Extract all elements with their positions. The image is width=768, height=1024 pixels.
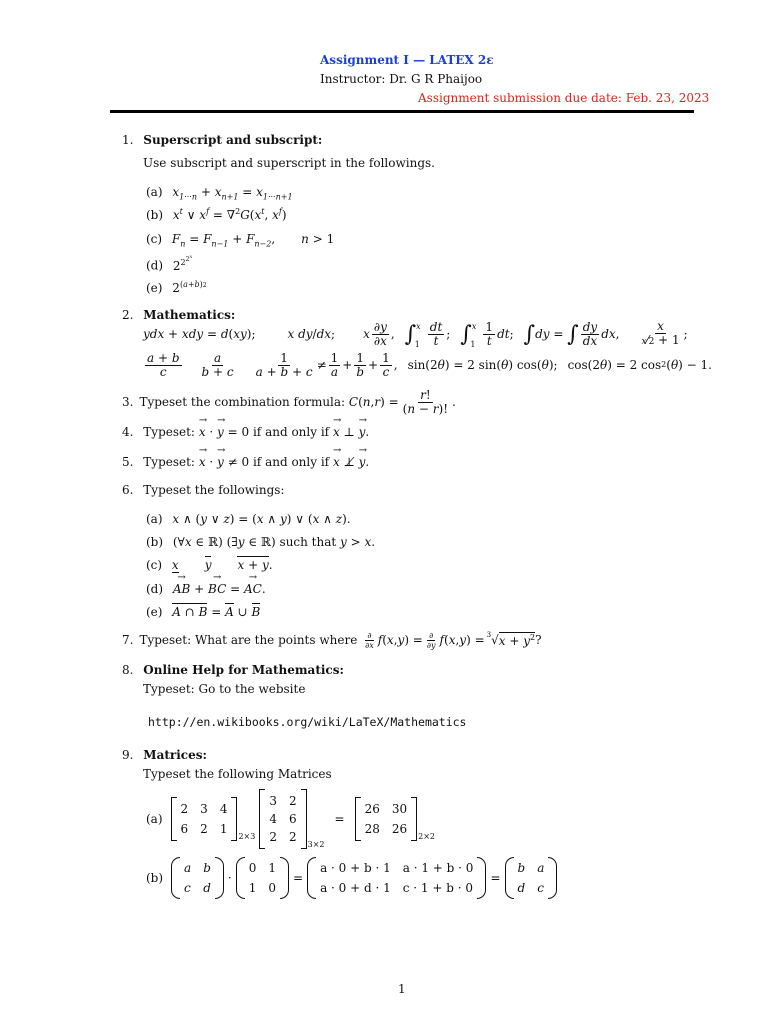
section-8: 8. Online Help for Mathematics:	[122, 663, 344, 677]
section-7: 7. Typeset: What are the points where $\frac{\partial}{\partial x}$ f ( x , y ) = $\frac{\partial}{\partial y}$ f ( x , y ) = 3 √ $x + y^2$ ?	[122, 630, 542, 650]
section-1	[122, 133, 322, 147]
section-3: 3. Typeset the combination formula: C ( n , r ) = $\frac{r!}{(n - r)!}$ .	[122, 387, 456, 416]
assignment-title: Assignment I — LATEX 2ε	[320, 53, 494, 67]
due-date: Assignment submission due date: Feb. 23, 2023	[418, 91, 710, 105]
s1-item-a: (a) $x_{1\cdot\cdot\cdot n} + x_{n+1} = x_{1\cdot\cdot\cdot n+1}$	[146, 185, 293, 202]
section-number: 1.	[122, 133, 134, 147]
s2-line-1: ydx + xdy = d ( xy ); x dy / dx ; x $\frac{\partial y}{\partial x}$ , ∫ x 1 $\frac{dt}{t}$ ; ∫ x 1 $\frac{1}{t}$ dt ; ∫ dy = ∫ $\frac{dy}{dx}$ dx , $\frac{x}{x⁄2 + 1}$ ;	[143, 318, 688, 349]
instructor-line: Instructor: Dr. G R Phaijoo	[320, 72, 483, 86]
section-6: 6. Typeset the followings:	[122, 483, 285, 497]
s6-item-d: (d) → AB + → BC = → AC.	[146, 582, 266, 596]
pmatrix-abcd: a b c d	[171, 857, 224, 899]
s1-item-c: (c) $F_n = F_{n-1} + F_{n-2}$, n > 1	[146, 232, 335, 249]
section-5: 5. Typeset: → x · → y ≠ 0 if and only if → x ⊥̸ → y.	[122, 455, 369, 469]
s8-text: Typeset: Go to the website	[143, 682, 306, 696]
s6-item-a: (a) x ∧ (y ∨ z) = (x ∧ y) ∨ (x ∧ z).	[146, 512, 351, 526]
page-number: 1	[398, 982, 406, 996]
s2-line-2: $\frac{a + b}{c}$ $\frac{a}{b + c}$ $\frac{1}{a + b + c}$ ≠ $\frac{1}{a}$ + $\frac{1}{b}$ + $\frac{1}{c}$ , sin(2 θ ) = 2 sin( θ ) cos( θ ); cos(2 θ ) = 2 cos 2 ( θ ) − 1.	[147, 350, 712, 379]
s6-item-c: (c) x y x + y.	[146, 558, 273, 572]
s6-item-e: (e) A ∩ B = A ∪ B	[146, 605, 261, 619]
s1-item-b: (b) $x^t$ ∨ $x^f = \nabla^2G(x^t$, $x^f$)	[146, 207, 287, 222]
matrix-3x2: 3 2 4 6 2 2 3×2	[259, 789, 324, 849]
matrix-2x2: 26 30 28 26 2×2	[355, 797, 435, 841]
s9-text: Typeset the following Matrices	[143, 767, 332, 781]
s9-item-b: (b) a b c d · 0 1 1 0 = a · 0 + b · 1 a · 1 + b · 0 a · 0 + d · 1 c · 1 + b · 0 = b a d c	[146, 855, 557, 901]
section-2: 2. Mathematics:	[122, 308, 236, 322]
s1-intro: Use subscript and superscript in the followings.	[143, 156, 435, 170]
section-title: Superscript and subscript:	[143, 133, 323, 147]
s1-item-e: (e) $2^{(a+b)2}$	[146, 280, 207, 295]
section-4: 4. Typeset: → x · → y = 0 if and only if → x ⊥ → y.	[122, 425, 369, 439]
pmatrix-result: b a d c	[505, 857, 558, 899]
section-9: 9. Matrices:	[122, 748, 207, 762]
matrix-2x3: 2 3 4 6 2 1 2×3	[171, 797, 256, 841]
pmatrix-0110: 0 1 1 0	[236, 857, 289, 899]
s1-item-d: (d) $2^{2^{2^x}}$	[146, 254, 193, 273]
s8-url[interactable]: http://en.wikibooks.org/wiki/LaTeX/Mathematics	[148, 715, 467, 729]
pmatrix-product: a · 0 + b · 1 a · 1 + b · 0 a · 0 + d · 1 c · 1 + b · 0	[307, 857, 486, 899]
s9-item-a: (a) 2 3 4 6 2 1 2×3 3 2 4 6 2 2 3×2 = 26 30 28 26 2×2	[146, 788, 435, 850]
header-rule	[110, 110, 694, 113]
s6-item-b: (b) (∀x ∈ ℝ) (∃y ∈ ℝ) such that y > x.	[146, 535, 376, 549]
